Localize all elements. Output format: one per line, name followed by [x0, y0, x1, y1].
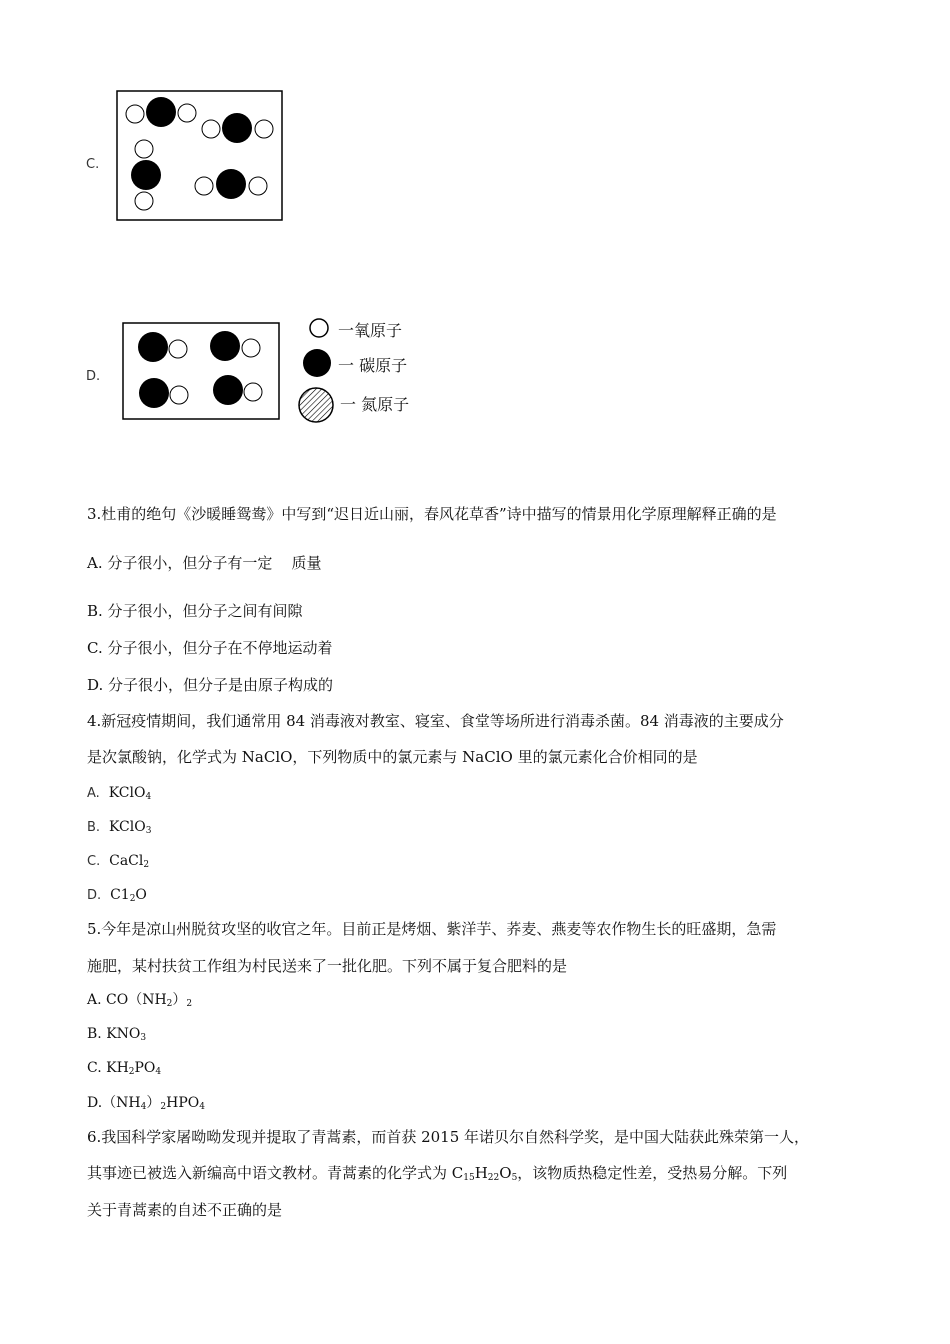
subscript: 3 — [140, 1033, 147, 1043]
subscript: 3 — [145, 826, 152, 836]
question-5-stem-line-1: 5.今年是凉山州脱贫攻坚的收官之年。目前正是烤烟、紫洋芋、荞麦、燕麦等农作物生长的旺盛期，急需 — [87, 920, 777, 938]
subscript: 4 — [140, 1102, 147, 1112]
molecule-diagram-d — [122, 322, 282, 422]
subscript: 2 — [128, 1067, 135, 1077]
question-3-option-a: A. 分子很小，但分子有一定 质量 — [87, 554, 322, 572]
text-part: 其事迹已被选入新编高中语文教材。青蒿素的化学式为 C — [87, 1164, 464, 1182]
question-3-option-d: D. 分子很小，但分子是由原子构成的 — [87, 676, 334, 694]
text-part: H — [474, 1164, 488, 1182]
question-4-option-d — [87, 885, 147, 909]
subscript: 4 — [145, 792, 152, 802]
formula-part: A. CO（NH — [87, 992, 167, 1008]
subscript: 2 — [186, 999, 193, 1009]
formula: KClO — [108, 819, 146, 835]
question-5-stem-line-2: 施肥，某村扶贫工作组为村民送来了一批化肥。下列不属于复合肥料的是 — [87, 957, 568, 975]
option-c-label: C. — [86, 157, 100, 172]
formula-part: PO — [134, 1060, 156, 1076]
formula-part: ） — [172, 992, 187, 1008]
carbon-atom-icon — [302, 348, 332, 378]
formula-part: C. KH — [87, 1060, 129, 1076]
formula-tail: O — [135, 887, 147, 903]
option-letter: C. — [87, 854, 101, 869]
subscript: 2 — [166, 999, 173, 1009]
oxygen-atom-icon — [308, 317, 330, 339]
question-6-line-3: 关于青蒿素的自述不正确的是 — [87, 1201, 283, 1219]
formula-part: D.（NH — [87, 1095, 141, 1111]
question-4-option-a — [87, 783, 151, 807]
subscript: 4 — [155, 1067, 162, 1077]
question-4-stem-line-2: 是次氯酸钠，化学式为 NaClO，下列物质中的氯元素与 NaClO 里的氯元素化合价相同的是 — [87, 748, 698, 766]
legend-oxygen-label: 一氧原子 — [338, 321, 403, 340]
question-5-option-c — [87, 1058, 161, 1082]
question-3-stem: 3.杜甫的绝句《沙暖睡鸳鸯》中写到“迟日近山丽，春风花草香”诗中描写的情景用化学原理解释正确的是 — [87, 505, 777, 523]
option-letter: B. — [87, 820, 101, 835]
question-3-option-b: B. 分子很小，但分子之间有间隙 — [87, 602, 303, 620]
question-6-line-1: 6.我国科学家屠呦呦发现并提取了青蒿素，而首获 2015 年诺贝尔自然科学奖，是中国大陆获此殊荣第一人， — [87, 1128, 810, 1146]
formula-part: ） — [146, 1095, 161, 1111]
question-4-stem-line-1: 4.新冠疫情期间，我们通常用 84 消毒液对教室、寝室、食堂等场所进行消毒杀菌。84 消毒液的主要成分 — [87, 712, 784, 730]
question-6-line-2 — [87, 1163, 787, 1188]
formula-part: B. KNO — [87, 1026, 141, 1042]
subscript: 15 — [463, 1173, 475, 1183]
formula: C1 — [110, 887, 130, 903]
question-4-option-b — [87, 817, 151, 841]
question-5-option-d — [87, 1093, 205, 1117]
subscript: 2 — [143, 860, 150, 870]
text-part: ，该物质热稳定性差，受热易分解。下列 — [517, 1164, 788, 1182]
nitrogen-atom-icon — [296, 386, 336, 426]
legend-carbon-label: 一 碳原子 — [338, 356, 408, 375]
subscript: 5 — [511, 1173, 518, 1183]
formula: CaCl — [109, 853, 144, 869]
subscript: 2 — [129, 894, 136, 904]
molecule-diagram-c — [116, 90, 284, 222]
formula: KClO — [108, 785, 146, 801]
question-5-option-b — [87, 1024, 146, 1048]
subscript: 2 — [160, 1102, 167, 1112]
option-d-label: D. — [86, 369, 101, 384]
legend-nitrogen-label: 一 氮原子 — [340, 395, 410, 414]
subscript: 4 — [199, 1102, 205, 1112]
option-letter: D. — [87, 888, 102, 903]
option-letter: A. — [87, 786, 100, 801]
formula-part: HPO — [166, 1095, 200, 1111]
subscript: 22 — [487, 1173, 500, 1183]
text-part: O — [499, 1164, 512, 1182]
question-5-option-a — [87, 990, 192, 1014]
question-3-option-c: C. 分子很小，但分子在不停地运动着 — [87, 639, 333, 657]
question-4-option-c — [87, 851, 149, 875]
